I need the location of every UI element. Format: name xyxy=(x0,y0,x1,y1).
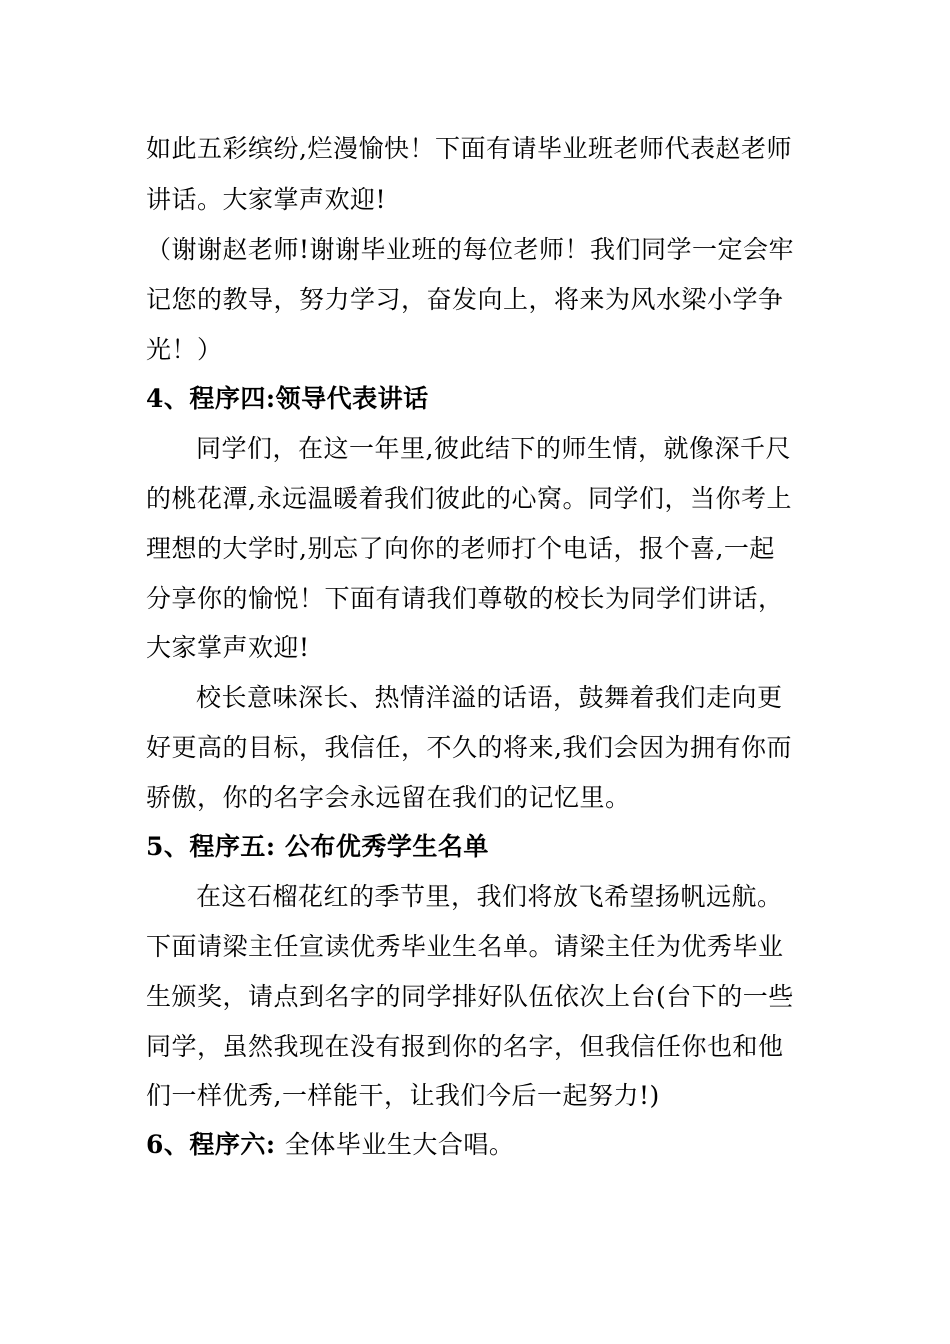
body-text-line: 同学们，在这一年里,彼此结下的师生情，就像深千尺 xyxy=(196,434,791,463)
body-text-line: 分享你的愉悦！下面有请我们尊敬的校长为同学们讲话， xyxy=(146,584,784,613)
body-text-line: 好更高的目标，我信任，不久的将来,我们会因为拥有你而 xyxy=(146,733,792,762)
body-text-line: （谢谢赵老师!谢谢毕业班的每位老师！我们同学一定会牢 xyxy=(146,235,795,264)
body-text-line: 的桃花潭,永远温暖着我们彼此的心窝。同学们，当你考上 xyxy=(146,484,792,513)
body-text-line: 记您的教导，努力学习，奋发向上，将来为风水梁小学争 xyxy=(146,285,784,314)
body-text-line: 们一样优秀,一样能干，让我们今后一起努力!) xyxy=(146,1081,660,1110)
section-heading: 5、程序五: 公布优秀学生名单 xyxy=(146,832,489,861)
body-text-line: 骄傲，你的名字会永远留在我们的记忆里。 xyxy=(146,783,631,812)
body-text-line: 同学，虽然我现在没有报到你的名字，但我信任你也和他 xyxy=(146,1032,784,1061)
section-heading-label: 6、程序六: xyxy=(146,1130,285,1159)
body-text-line: 校长意味深长、热情洋溢的话语，鼓舞着我们走向更 xyxy=(196,683,783,712)
body-text-line: 生颁奖，请点到名字的同学排好队伍依次上台(台下的一些 xyxy=(146,982,794,1011)
section-heading-text: 全体毕业生大合唱。 xyxy=(284,1130,515,1159)
body-text-line: 下面请梁主任宣读优秀毕业生名单。请梁主任为优秀毕业 xyxy=(146,932,784,961)
section-heading: 4、程序四:领导代表讲话 xyxy=(146,384,429,413)
body-text-line: 如此五彩缤纷,烂漫愉快！下面有请毕业班老师代表赵老师 xyxy=(146,134,792,163)
body-text-line: 在这石榴花红的季节里，我们将放飞希望扬帆远航。 xyxy=(196,882,783,911)
section-heading xyxy=(146,1128,826,1162)
body-text-line: 理想的大学时,别忘了向你的老师打个电话，报个喜,一起 xyxy=(146,534,775,563)
body-text-line: 大家掌声欢迎! xyxy=(146,633,310,662)
body-text-line: 光！） xyxy=(146,335,223,364)
body-text-line: 讲话。大家掌声欢迎! xyxy=(146,185,387,214)
